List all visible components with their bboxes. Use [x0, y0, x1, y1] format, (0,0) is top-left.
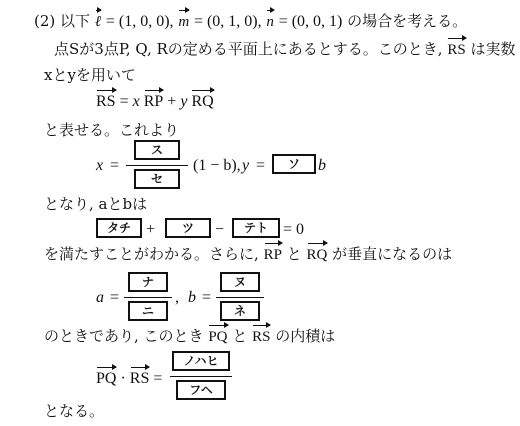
problem-line-5: [44, 195, 147, 213]
eq5-pq-vector: PQ: [96, 370, 117, 387]
eq3-minus: −: [215, 221, 225, 238]
answer-box-fuhe[interactable]: フヘ: [176, 380, 226, 400]
vector-l-value: = (1, 0, 0),: [105, 13, 174, 30]
eq2-b: b: [318, 157, 326, 174]
problem-line-2: [54, 40, 516, 59]
line5-text: となり, aとbは: [44, 195, 148, 213]
vector-rs: RS: [447, 42, 466, 58]
eq4-equals: =: [110, 289, 120, 306]
line2-text: 点Sが3点P, Q, Rの定める平面上にあるとする。このとき,: [54, 40, 443, 58]
eq1-rq-vector: RQ: [191, 93, 214, 110]
line1-tail: の場合を考える。: [347, 12, 468, 30]
problem-line-7: [44, 327, 335, 346]
line6-text: を満たすことがわかる。さらに,: [44, 245, 259, 263]
eq1-plus: +: [167, 93, 177, 110]
eq1-equals: =: [119, 93, 129, 110]
eq5-dot: ·: [120, 370, 126, 387]
eq4-a: a: [96, 289, 104, 306]
eq5-rs-vector: RS: [129, 370, 150, 387]
line6-rp-vector: RP: [263, 247, 282, 263]
eq4-equals-2: =: [202, 289, 212, 306]
problem-number: (2): [34, 12, 56, 30]
answer-box-tsu[interactable]: ツ: [165, 218, 211, 238]
eq2-fraction-bar: [126, 165, 188, 166]
equation-rs: [96, 93, 214, 111]
answer-box-se[interactable]: セ: [134, 169, 180, 189]
line2-tail: は実数: [470, 40, 516, 58]
eq5-equals: =: [153, 370, 163, 387]
answer-box-so[interactable]: ソ: [272, 154, 316, 174]
eq1-y: y: [180, 93, 188, 110]
vector-m: m: [178, 14, 190, 30]
line7-text: のときであり, このとき: [44, 327, 204, 345]
answer-box-tachi[interactable]: タチ: [96, 218, 142, 238]
line6-tail: が垂直になるのは: [332, 245, 453, 263]
eq4-fraction-bar-b: [216, 297, 264, 298]
answer-box-nu[interactable]: ヌ: [220, 272, 260, 292]
eq2-factor: (1 − b),: [193, 157, 241, 174]
eq4-b: b: [188, 289, 196, 306]
answer-box-su[interactable]: ス: [134, 140, 180, 160]
eq1-rs-vector: RS: [96, 93, 116, 110]
line7-and: と: [232, 327, 248, 345]
equation-dot-product: [96, 370, 162, 388]
eq4-fraction-a: [124, 272, 172, 320]
answer-box-na[interactable]: ナ: [128, 272, 168, 292]
line8-text: となる。: [44, 402, 105, 420]
line3-text: xとyを用いて: [44, 66, 136, 84]
problem-line-6: [44, 245, 452, 264]
problem-line-8: [44, 402, 104, 420]
eq2-x: x: [96, 157, 104, 174]
eq2-y: y: [242, 157, 250, 174]
vector-m-value: = (0, 1, 0),: [193, 13, 262, 30]
answer-box-nohahi[interactable]: ノハヒ: [172, 351, 230, 371]
eq3-rhs: = 0: [283, 221, 305, 238]
eq1-x: x: [132, 93, 140, 110]
eq4-fraction-bar-a: [124, 297, 172, 298]
eq3-plus: +: [146, 221, 156, 238]
eq4-fraction-b: [216, 272, 264, 320]
vector-n: n: [266, 14, 274, 30]
line4-text: と表せる。これより: [44, 121, 180, 139]
problem-line-1: [34, 12, 467, 31]
line7-pq-vector: PQ: [208, 329, 228, 345]
line7-tail: の内積は: [275, 327, 336, 345]
vector-n-value: = (0, 0, 1): [278, 13, 343, 30]
answer-box-ne[interactable]: ネ: [220, 301, 260, 321]
eq5-fraction: [170, 351, 232, 399]
line7-rs-vector: RS: [252, 329, 271, 345]
problem-line-3: [44, 66, 136, 84]
answer-box-teto[interactable]: テト: [232, 218, 280, 238]
vector-l: ℓ: [94, 14, 102, 30]
line6-and: と: [286, 245, 302, 263]
eq4-comma: ,: [175, 289, 179, 306]
eq5-fraction-bar: [170, 376, 232, 377]
problem-line-4: [44, 121, 179, 139]
answer-box-ni[interactable]: ニ: [128, 301, 168, 321]
eq2-fraction-x: [126, 140, 188, 188]
line1-lead: 以下: [60, 12, 91, 30]
eq2-equals: =: [110, 157, 120, 174]
eq2-equals-2: =: [256, 157, 266, 174]
eq1-rp-vector: RP: [143, 93, 164, 110]
line6-rq-vector: RQ: [306, 247, 328, 263]
